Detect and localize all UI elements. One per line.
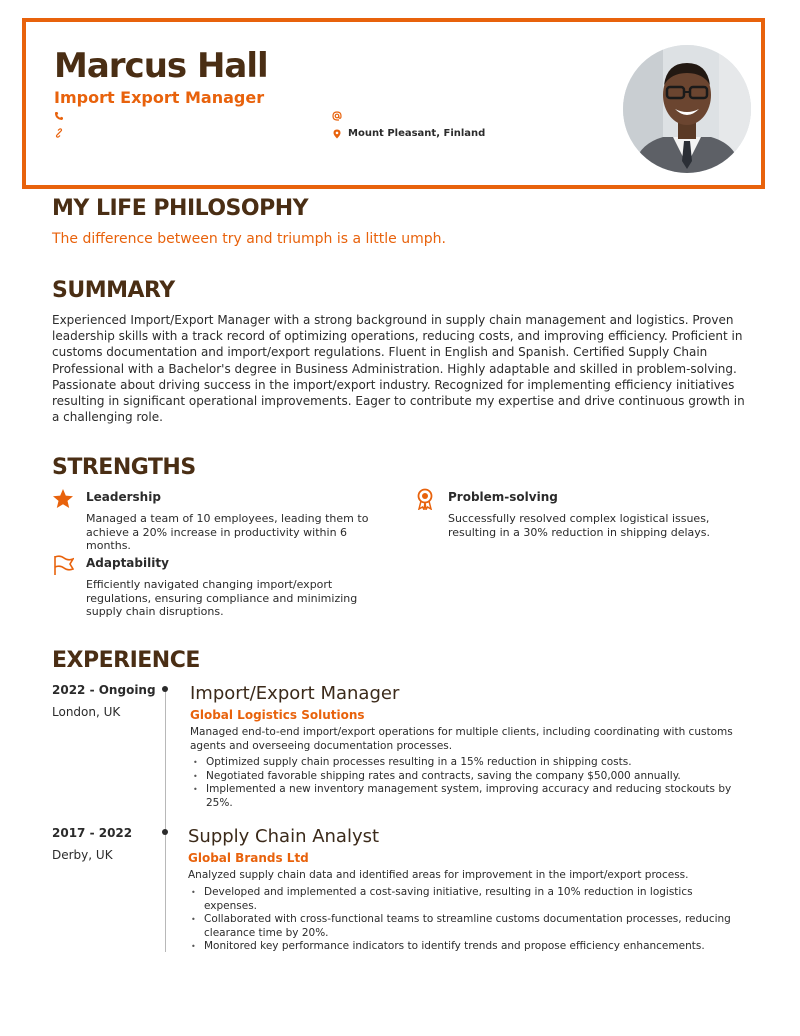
candidate-name: Marcus Hall [54, 46, 268, 86]
job-company: Global Brands Ltd [188, 851, 309, 865]
strength-description: Successfully resolved complex logistical issues, resulting in a 30% reduction in shipping delays. [448, 512, 710, 539]
job-location: Derby, UK [52, 848, 113, 862]
email-icon [332, 111, 342, 121]
philosophy-heading: MY LIFE PHILOSOPHY [52, 196, 309, 221]
job-company: Global Logistics Solutions [190, 708, 365, 722]
strength-description: Managed a team of 10 employees, leading them to achieve a 20% increase in productivity within 6 months. [86, 512, 369, 553]
medal-icon [414, 488, 436, 510]
job-role: Import/Export Manager [190, 683, 400, 704]
link-icon [54, 128, 64, 138]
link-contact[interactable] [54, 128, 70, 138]
job-bullets [190, 756, 740, 810]
list-item: • Optimized supply chain processes resulting in a 15% reduction in shipping costs. [190, 756, 740, 770]
list-item: • Monitored key performance indicators to identify trends and propose efficiency enhancements. [188, 940, 738, 954]
strength-item-leadership [52, 488, 392, 553]
strength-description: Efficiently navigated changing import/export regulations, ensuring compliance and minimizing supply chain disruptions. [86, 578, 358, 619]
location-text: Mount Pleasant, Finland [348, 128, 486, 139]
phone-contact[interactable] [54, 111, 70, 121]
header-box [22, 18, 765, 189]
job-dates: 2022 - Ongoing [52, 683, 156, 697]
strength-item-problem-solving [414, 488, 754, 548]
job-title: Import Export Manager [54, 88, 265, 107]
timeline-line [165, 690, 166, 952]
list-item: • Collaborated with cross-functional teams to streamline customs documentation processes, reducing clearance time by 20%. [188, 913, 738, 940]
philosophy-quote: The difference between try and triumph is a little umph. [52, 231, 446, 247]
timeline-dot [162, 829, 168, 835]
job-description: Managed end-to-end import/export operations for multiple clients, including coordinating with customs agents and overseeing documentation processes. [190, 726, 733, 752]
job-description: Analyzed supply chain data and identified areas for improvement in the import/export process. [188, 869, 689, 881]
location-contact [332, 128, 485, 139]
strengths-heading: STRENGTHS [52, 455, 196, 480]
job-location: London, UK [52, 705, 121, 719]
location-icon [332, 129, 342, 139]
strength-title: Problem-solving [448, 490, 558, 504]
list-item: • Implemented a new inventory management system, improving accuracy and reducing stockouts by 25%. [190, 783, 740, 810]
summary-text: Experienced Import/Export Manager with a strong background in supply chain management and logistics. Proven leadership skills with a track record of optimizing operations, reducing costs, and improving efficiency. Proficient in customs documentation and import/export regulations. Fluent in English and Spanish. Certified Supply Chain Professional with a Bachelor's degree in Business Administration. Highly adaptable and skilled in problem-solving. Passionate about driving success in the import/export industry. Recognized for implementing efficiency initiatives resulting in significant operational improvements. Eager to contribute my expertise and drive continuous growth in a challenging role. [52, 313, 745, 425]
strength-title: Leadership [86, 490, 161, 504]
strength-item-adaptability [52, 554, 392, 626]
experience-heading: EXPERIENCE [52, 648, 200, 673]
list-item: • Negotiated favorable shipping rates and contracts, saving the company $50,000 annually. [190, 770, 740, 784]
summary-heading: SUMMARY [52, 278, 175, 303]
strength-title: Adaptability [86, 556, 169, 570]
list-item: • Developed and implemented a cost-saving initiative, resulting in a 10% reduction in logistics expenses. [188, 886, 738, 913]
job-role: Supply Chain Analyst [188, 826, 380, 847]
job-bullets [188, 886, 738, 954]
phone-icon [54, 111, 64, 121]
flag-icon [52, 554, 74, 576]
job-dates: 2017 - 2022 [52, 826, 133, 840]
profile-photo [623, 45, 751, 173]
timeline-dot [162, 686, 168, 692]
star-icon [52, 488, 74, 510]
email-contact[interactable] [332, 111, 348, 121]
